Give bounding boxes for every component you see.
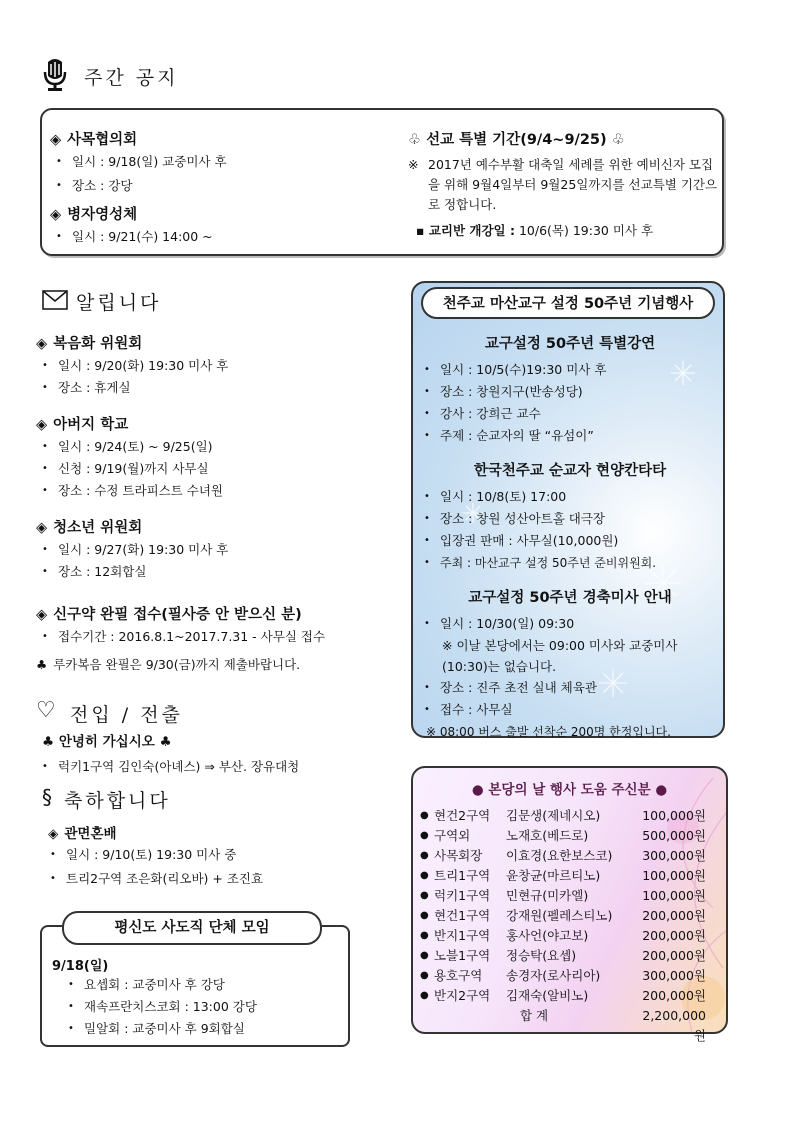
section-title: ◈ 병자영성체	[50, 207, 138, 223]
congrats-header	[42, 784, 342, 812]
table-row: ● 반지1구역 홍사언(야고보) 200,000원	[420, 928, 706, 943]
list-item: • 밀알회 : 교중미사 후 9회합실	[62, 1018, 342, 1040]
list-item: • 일시 : 9/20(화) 19:30 미사 후	[36, 355, 396, 377]
list-item: • 일시 : 10/30(일) 09:30	[418, 613, 722, 635]
event-title: 천주교 마산교구 설정 50주년 기념행사	[421, 287, 715, 319]
transfer-title: 전입 / 전출	[70, 704, 183, 726]
weekly-notice-box	[40, 108, 724, 256]
list-item: • 장소 : 휴게실	[36, 377, 396, 399]
diamond-icon: ◈	[36, 520, 48, 536]
section-title: ◈ 신구약 완필 접수(필사증 안 받으신 분)	[36, 607, 302, 623]
table-row: ● 현건1구역 강재원(펠레스티노) 200,000원	[420, 908, 706, 923]
list-item: • 강사 : 강희근 교수	[418, 403, 722, 425]
table-row: ● 현건2구역 김문생(제네시오) 100,000원	[420, 808, 706, 823]
table-row: ● 용호구역 송경자(로사리아) 300,000원	[420, 968, 706, 983]
list-item: • 일시 : 9/18(일) 교중미사 후	[50, 151, 380, 173]
list-item: • 요셉회 : 교중미사 후 강당	[62, 974, 342, 996]
event-section-title: 교구설정 50주년 경축미사 안내	[468, 590, 672, 606]
table-row: ● 럭키1구역 민현규(미카엘) 100,000원	[420, 888, 706, 903]
list-item: • 일시 : 9/10(토) 19:30 미사 중	[44, 844, 384, 866]
list-item: • 장소 : 진주 초전 실내 체육관	[418, 677, 722, 699]
list-item: • 접수기간 : 2016.8.1~2017.7.31 - 사무실 접수	[36, 626, 396, 648]
event-note: ※ 이날 본당에서는 09:00 미사와 교중미사 (10:30)는 없습니다.	[442, 638, 678, 674]
section-title: ◈ 아버지 학교	[36, 417, 129, 433]
list-item: • 장소 : 수정 트라피스트 수녀원	[36, 480, 396, 502]
diamond-icon: ◈	[36, 417, 48, 433]
notice-left-column	[50, 128, 380, 248]
announce-header	[42, 286, 342, 316]
diamond-icon: ◈	[36, 607, 48, 623]
heart-icon: ♡	[36, 698, 56, 723]
table-row: ● 노블1구역 정승탁(요셉) 200,000원	[420, 948, 706, 963]
catechism-start: ▪ 교리반 개강일 : 10/6(목) 19:30 미사 후	[416, 223, 654, 238]
event-footer: ※ 08:00 버스 출발 선착순 200명 한정입니다.	[426, 725, 671, 739]
section-title: ◈ 복음화 위원회	[36, 336, 143, 352]
list-item: • 접수 : 사무실	[418, 699, 722, 721]
diamond-icon: ◈	[50, 207, 62, 223]
list-item: • 장소 : 창원 성산아트홀 대극장	[418, 508, 722, 530]
page-header	[40, 58, 340, 94]
list-item: • 트리2구역 조은화(리오바) + 조진효	[44, 868, 384, 890]
table-row: ● 사목회장 이효경(요한보스코) 300,000원	[420, 848, 706, 863]
notice-right-column	[408, 128, 718, 239]
diamond-icon: ◈	[48, 826, 59, 842]
list-item: • 럭키1구역 김인숙(아녜스) ⇒ 부산. 장유대청	[36, 756, 396, 778]
list-item: • 신청 : 9/19(월)까지 사무실	[36, 458, 396, 480]
list-item: • 주최 : 마산교구 설정 50주년 준비위원회.	[418, 552, 722, 574]
list-item: • 주제 : 순교자의 딸 “유섬이”	[418, 425, 722, 447]
mission-note: 2017년 예수부활 대축일 세례를 위한 예비신자 모집을 위해 9월4일부터 9월25일까지를 선교특별 기간으로 정합니다.	[428, 157, 718, 212]
transfer-header	[36, 698, 336, 726]
envelope-icon	[42, 290, 68, 314]
list-item: • 일시 : 9/24(토) ~ 9/25(일)	[36, 436, 396, 458]
table-row: ● 트리1구역 윤창균(마르티노) 100,000원	[420, 868, 706, 883]
page-title: 주간 공지	[84, 67, 179, 89]
club-icon: ♣	[42, 734, 55, 750]
transfer-subtitle: ♣ 안녕히 가십시오 ♣	[42, 734, 172, 750]
event-content	[418, 332, 722, 743]
donation-list	[420, 806, 720, 1046]
list-item: • 장소 : 12회합실	[36, 561, 396, 583]
event-section-title: 교구설정 50주년 특별강연	[484, 336, 656, 352]
club-icon: ♣	[36, 657, 48, 672]
meeting-date: 9/18(일)	[52, 959, 109, 974]
donation-title: ● 본당의 날 행사 도움 주신분 ●	[471, 782, 668, 798]
club-icon: ♧	[408, 132, 421, 148]
diamond-icon: ◈	[36, 336, 48, 352]
table-row: ● 구역외 노재호(베드로) 500,000원	[420, 828, 706, 843]
announce-title: 알립니다	[76, 292, 162, 314]
section-title: ◈ 청소년 위원회	[36, 520, 143, 536]
congrats-title: 축하합니다	[64, 790, 171, 812]
event-section-title: 한국천주교 순교자 현양칸타타	[473, 463, 667, 479]
announce-list	[36, 332, 396, 676]
section-title: ◈ 관면혼배	[48, 826, 117, 842]
list-item: • 일시 : 9/21(수) 14:00 ~	[50, 226, 380, 248]
club-icon: ♣	[159, 734, 172, 750]
diamond-icon: ◈	[50, 132, 62, 148]
list-item: • 일시 : 10/8(토) 17:00	[418, 486, 722, 508]
list-item: • 일시 : 9/27(화) 19:30 미사 후	[36, 539, 396, 561]
luke-note: ♣ 루카복음 완필은 9/30(금)까지 제출바랍니다.	[36, 657, 301, 672]
list-item: • 재속프란치스코회 : 13:00 강당	[62, 996, 342, 1018]
table-row: ● 반지2구역 김재숙(알비노) 200,000원	[420, 988, 706, 1003]
note-mark: ※	[408, 157, 419, 172]
total-row: 합 계 2,200,000원	[520, 1008, 706, 1043]
mission-period-title: ♧ 선교 특별 기간(9/4~9/25) ♧	[408, 132, 625, 148]
list-item: • 입장권 판매 : 사무실(10,000원)	[418, 530, 722, 552]
section-title: ◈ 사목협의회	[50, 132, 138, 148]
list-item: • 장소 : 창원지구(반송성당)	[418, 381, 722, 403]
meeting-title: 평신도 사도직 단체 모임	[62, 911, 322, 945]
microphone-icon	[40, 58, 70, 96]
list-item: • 장소 : 강당	[50, 175, 380, 197]
list-item: • 일시 : 10/5(수)19:30 미사 후	[418, 359, 722, 381]
section-sign-icon: §	[42, 785, 52, 809]
club-icon: ♧	[611, 132, 625, 148]
